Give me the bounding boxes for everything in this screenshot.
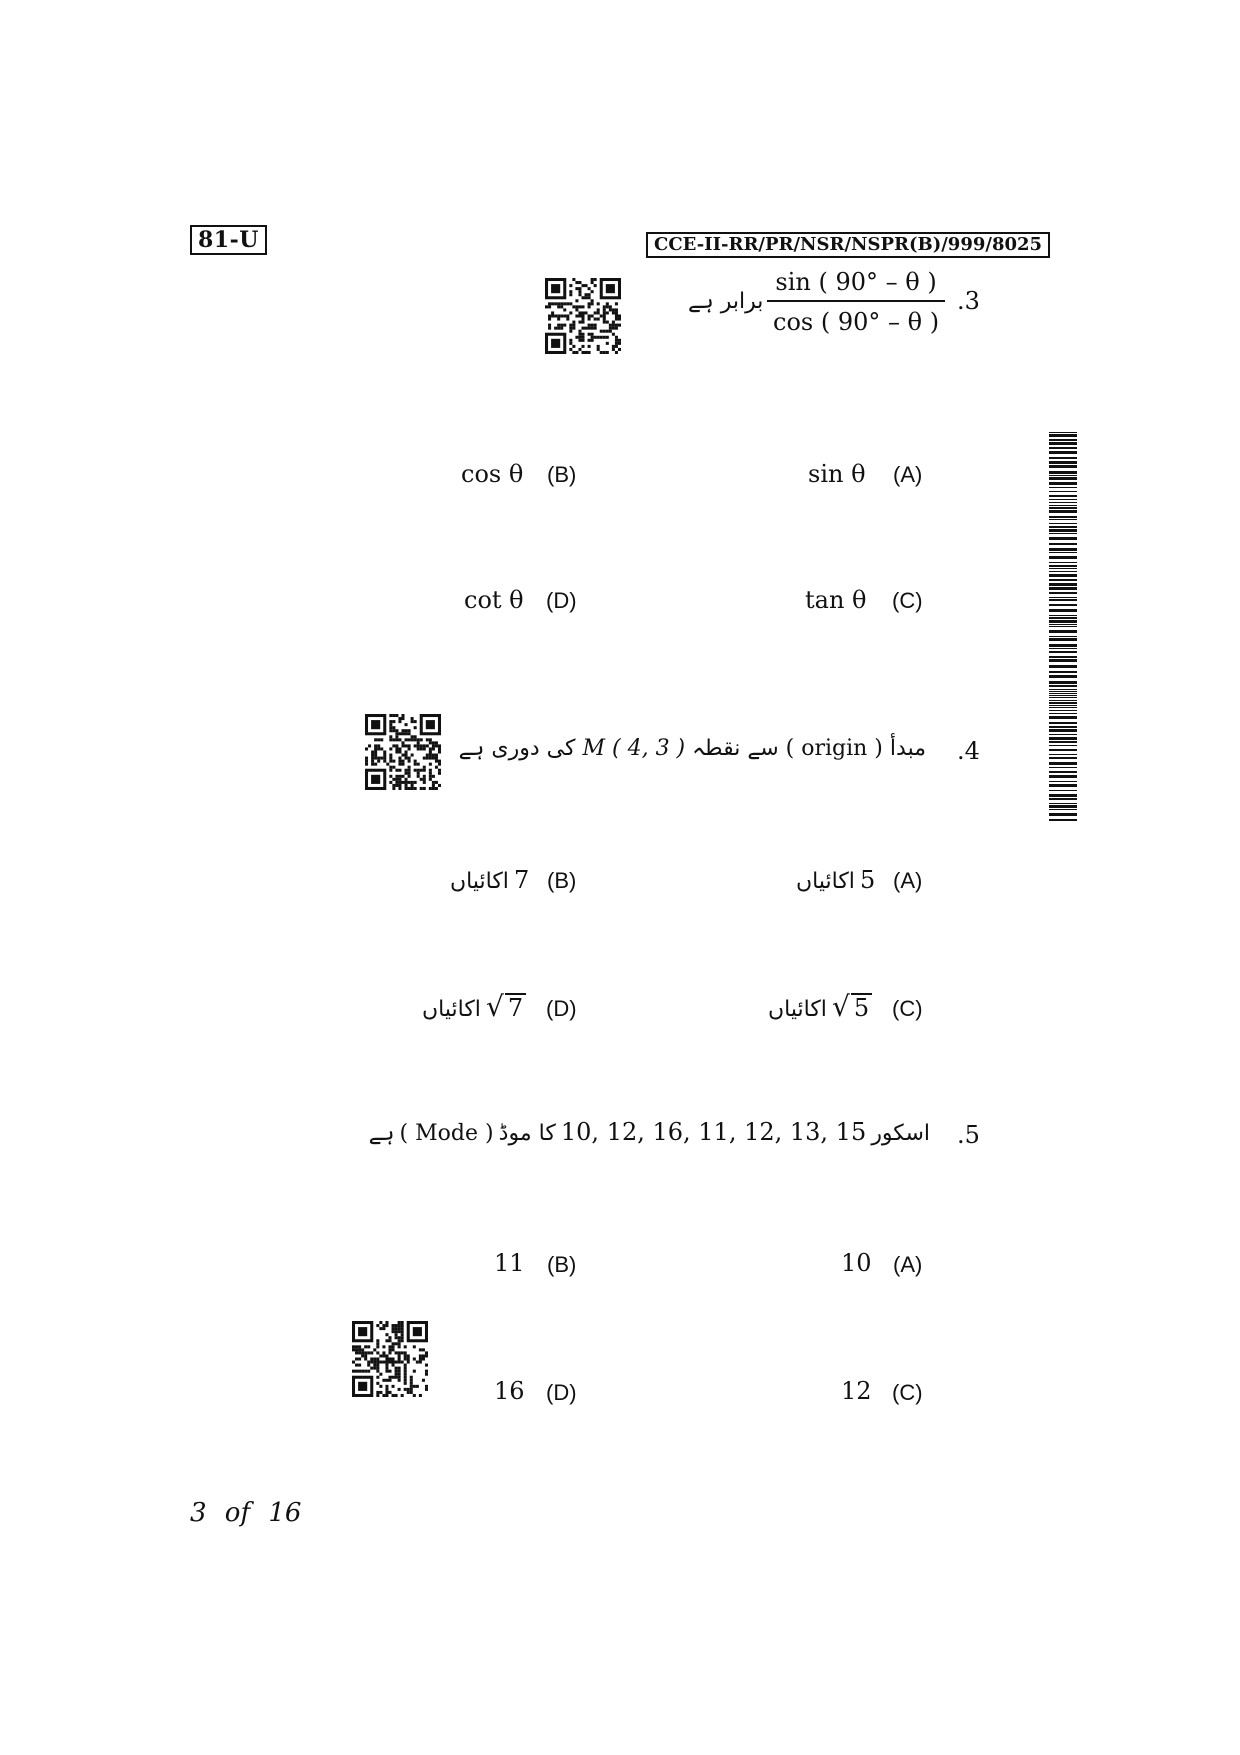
series-code: CCE-II-RR/PR/NSR/NSPR(B)/999/8025 bbox=[646, 232, 1050, 258]
option-unit: اکائیاں bbox=[450, 869, 509, 894]
stem-text: ہے bbox=[368, 1121, 395, 1146]
option-letter: (A) bbox=[893, 462, 923, 487]
question-number: .4 bbox=[957, 737, 980, 765]
radical: √ 5 bbox=[832, 993, 872, 1021]
option-unit: اکائیاں bbox=[768, 997, 827, 1022]
fraction-numerator: sin ( 90° – θ ) bbox=[767, 268, 945, 302]
question-fraction bbox=[767, 268, 945, 336]
qr-code-icon bbox=[545, 278, 621, 354]
option-text: cos θ bbox=[461, 460, 524, 488]
stem-text: سے نقطہ bbox=[692, 736, 779, 761]
option-letter: (D) bbox=[546, 1380, 577, 1405]
stem-text: کی دوری ہے bbox=[458, 736, 576, 761]
option-letter: (B) bbox=[547, 462, 577, 487]
question-number: .3 bbox=[957, 287, 980, 315]
stem-point: M ( 4, 3 ) bbox=[582, 736, 686, 761]
option-text bbox=[422, 990, 526, 1023]
question-stem: برابر ہے bbox=[688, 289, 764, 314]
option-unit: اکائیاں bbox=[796, 869, 855, 894]
option-text bbox=[768, 990, 872, 1023]
page-number: 3 of 16 bbox=[190, 1498, 302, 1528]
option-text: cot θ bbox=[464, 586, 524, 614]
option-letter: (C) bbox=[892, 588, 923, 613]
option-text bbox=[450, 866, 529, 894]
option-value: 7 bbox=[514, 866, 530, 894]
qr-code-icon bbox=[352, 1321, 428, 1397]
stem-text: مبدأ bbox=[889, 736, 926, 761]
option-text: 10 bbox=[841, 1249, 872, 1277]
stem-text: ( Mode ) bbox=[399, 1121, 494, 1146]
question-stem bbox=[296, 1118, 930, 1146]
paper-code: 81-U bbox=[190, 225, 267, 255]
option-text: sin θ bbox=[808, 460, 866, 488]
radical: √ 7 bbox=[486, 993, 526, 1021]
option-value: 5 bbox=[851, 993, 872, 1021]
scores-list: 10, 12, 16, 11, 12, 13, 15 bbox=[560, 1118, 867, 1146]
option-text: 12 bbox=[841, 1377, 872, 1405]
option-value: 7 bbox=[505, 993, 526, 1021]
option-letter: (D) bbox=[546, 588, 577, 613]
barcode-icon bbox=[1049, 432, 1077, 822]
option-letter: (C) bbox=[892, 996, 923, 1021]
question-stem bbox=[458, 736, 926, 761]
stem-text: اسکور bbox=[871, 1121, 930, 1146]
option-letter: (C) bbox=[892, 1380, 923, 1405]
question-number: .5 bbox=[957, 1121, 980, 1149]
option-letter: (D) bbox=[546, 996, 577, 1021]
option-text: 16 bbox=[494, 1377, 525, 1405]
stem-text: کا موڈ bbox=[498, 1121, 556, 1146]
option-letter: (A) bbox=[893, 868, 923, 893]
option-text bbox=[796, 866, 875, 894]
option-value: 5 bbox=[860, 866, 876, 894]
option-text: 11 bbox=[494, 1249, 525, 1277]
stem-text: ( origin ) bbox=[785, 736, 883, 761]
option-text: tan θ bbox=[805, 586, 867, 614]
option-letter: (B) bbox=[547, 868, 577, 893]
qr-code-icon bbox=[365, 714, 441, 790]
option-letter: (A) bbox=[893, 1252, 923, 1277]
fraction-denominator: cos ( 90° – θ ) bbox=[773, 308, 940, 336]
option-letter: (B) bbox=[547, 1252, 577, 1277]
option-unit: اکائیاں bbox=[422, 997, 481, 1022]
